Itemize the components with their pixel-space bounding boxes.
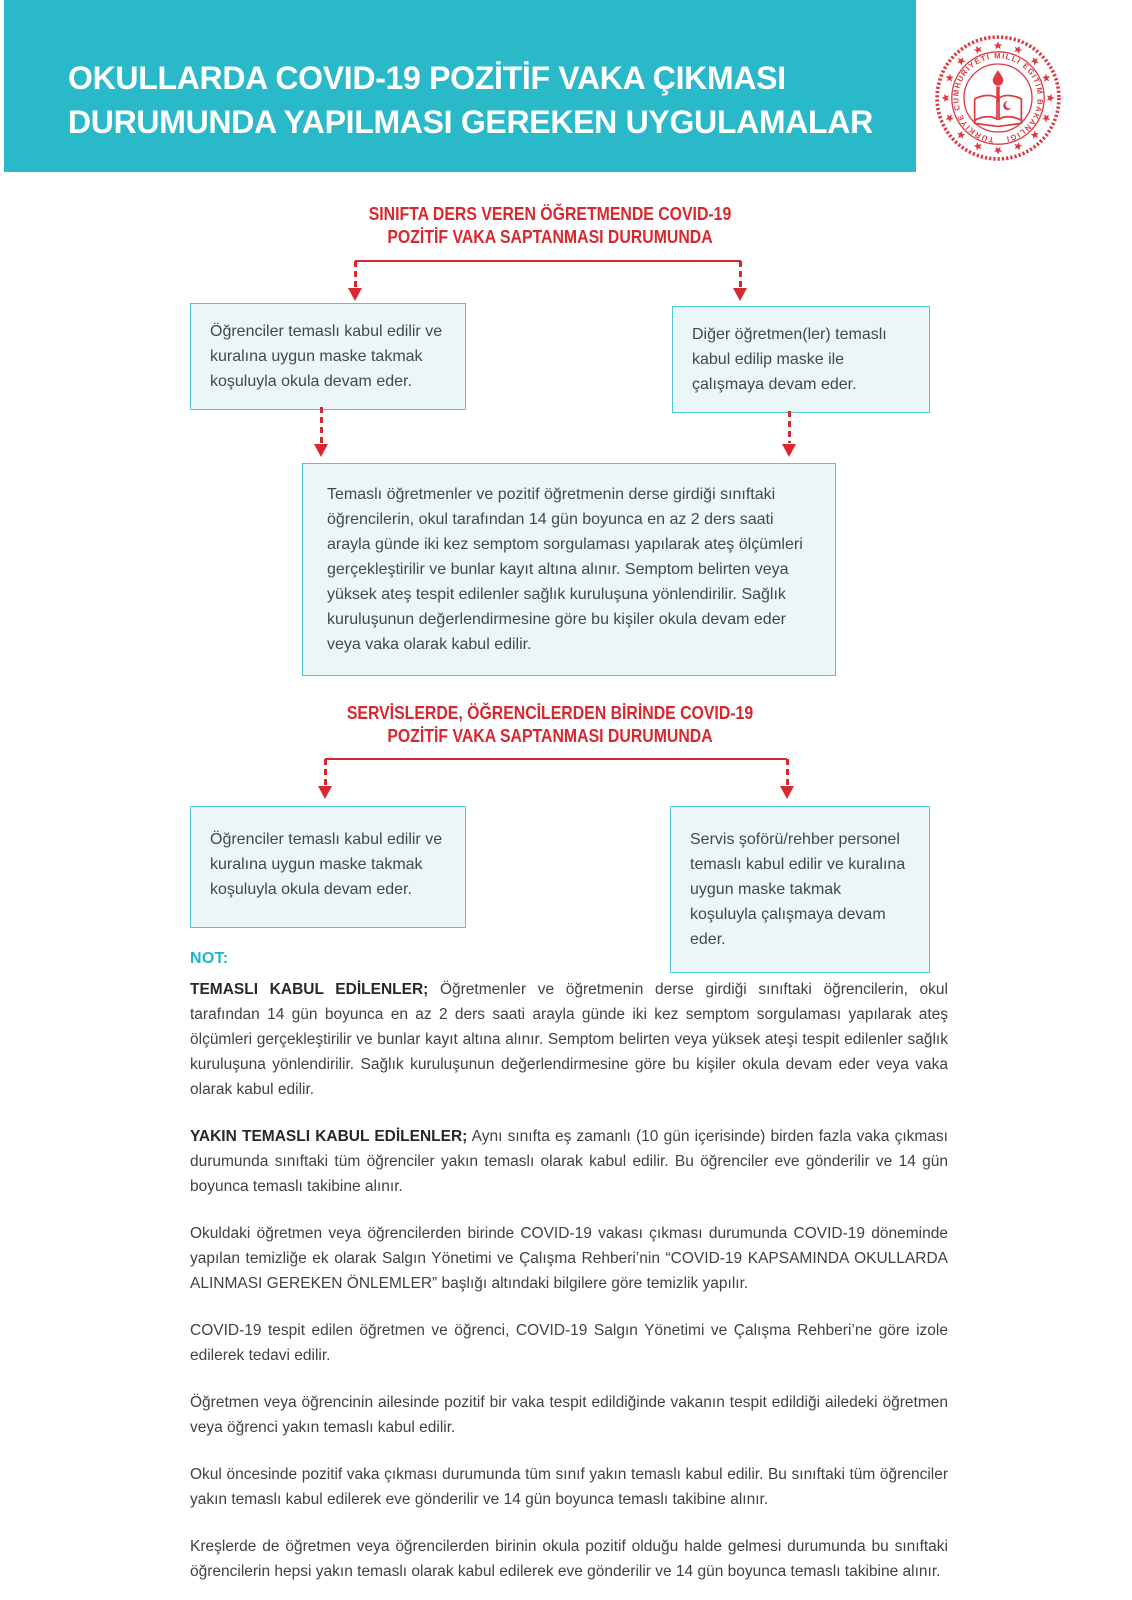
flow2-heading	[242, 702, 858, 748]
flow2-dashed-line-left	[324, 759, 327, 785]
flow2-heading-line1: SERVİSLERDE, ÖĞRENCİLERDEN BİRİNDE COVID-19	[346, 703, 754, 723]
note-paragraph	[190, 1462, 948, 1512]
note-paragraph-text: Aynı sınıfta eş zamanlı (10 gün içerisinde) birden fazla vaka çıkması durumunda sınıftaki tüm öğrenciler yakın temaslı olarak kabul edilir. Bu öğrenciler eve gönderilir ve 14 gün boyunca temaslı takibine alınır.	[190, 1128, 948, 1195]
seal-ring-text: TÜRKİYE CUMHURİYETİ MİLLİ EĞİTİM BAKANLIĞI	[951, 51, 1045, 145]
page-title	[68, 56, 873, 144]
flow1-heading	[242, 203, 858, 249]
notes-section	[190, 950, 948, 1600]
arrow-down-icon	[733, 288, 747, 301]
note-paragraph	[190, 1318, 948, 1368]
note-paragraph	[190, 977, 948, 1102]
seal-svg	[932, 32, 1064, 164]
flow2-bracket-line	[325, 758, 787, 760]
note-paragraph	[190, 1534, 948, 1584]
flow1-dashed-line-left	[354, 261, 357, 287]
arrow-down-icon	[780, 786, 794, 799]
header-banner	[4, 0, 916, 172]
flow1-dashed-line-right2	[788, 411, 791, 443]
flow2-heading-line2: POZİTİF VAKA SAPTANMASI DURUMUNDA	[387, 726, 713, 746]
flow1-dashed-line-left2	[320, 407, 323, 443]
note-paragraph-lead: TEMASLI KABUL EDİLENLER;	[190, 981, 429, 998]
notes-label: NOT:	[190, 950, 229, 967]
note-paragraph-text: Öğretmen veya öğrencinin ailesinde pozitif bir vaka tespit edildiğinde vakanın tespit edildiği ailedeki öğretmen veya öğrenci yakın temaslı kabul edilir.	[190, 1394, 948, 1436]
note-paragraph	[190, 1390, 948, 1440]
note-paragraph-text: COVID-19 tespit edilen öğretmen ve öğrenci, COVID-19 Salgın Yönetimi ve Çalışma Rehberi’ne göre izole edilerek tedavi edilir.	[190, 1322, 948, 1364]
arrow-down-icon	[314, 444, 328, 457]
note-paragraph-lead: YAKIN TEMASLI KABUL EDİLENLER;	[190, 1128, 468, 1145]
arrow-down-icon	[782, 444, 796, 457]
arrow-down-icon	[348, 288, 362, 301]
note-paragraph-text: Öğretmenler ve öğretmenin derse girdiği sınıftaki öğrencilerin, okul tarafından 14 gün boyunca en az 2 ders saati arayla günde iki kez semptom sorgulaması yapılarak ateş ölçümleri gerçekleştirilir ve bunlar kayıt altına alınır. Semptom belirten veya yüksek ateşi tespit edilenler sağlık kuruluşuna yönlendirilir. Sağlık kuruluşunun değerlendirmesine göre bu kişiler okula devam eder veya vaka olarak kabul edilir.	[190, 981, 948, 1098]
page-title-line1: OKULLARDA COVID-19 POZİTİF VAKA ÇIKMASI	[68, 60, 786, 96]
flow1-dashed-line-right	[739, 261, 742, 287]
page-title-line2: DURUMUNDA YAPILMASI GEREKEN UYGULAMALAR	[68, 104, 873, 140]
flow2-dashed-line-right	[786, 759, 789, 785]
flow1-box-result: Temaslı öğretmenler ve pozitif öğretmenin derse girdiği sınıftaki öğrencilerin, okul tarafından 14 gün boyunca en az 2 ders saati arayla günde iki kez semptom sorgulaması yapılarak ateş ölçümleri gerçekleştirilir ve bunlar kayıt altına alınır. Semptom belirten veya yüksek ateş tespit edilenler sağlık kuruluşuna yönlendirilir. Sağlık kuruluşunun değerlendirmesine göre bu kişiler okula devam eder veya vaka olarak kabul edilir.	[302, 463, 836, 676]
flow1-bracket-line	[355, 260, 741, 262]
arrow-down-icon	[318, 786, 332, 799]
note-paragraph	[190, 1221, 948, 1296]
flow2-box-driver: Servis şoförü/rehber personel temaslı kabul edilir ve kuralına uygun maske takmak koşuluyla çalışmaya devam eder.	[670, 806, 930, 973]
flow1-box-other-teachers: Diğer öğretmen(ler) temaslı kabul edilip maske ile çalışmaya devam eder.	[672, 306, 930, 413]
note-paragraph-text: Okul öncesinde pozitif vaka çıkması durumunda tüm sınıf yakın temaslı kabul edilir. Bu sınıftaki tüm öğrenciler yakın temaslı kabul edilerek eve gönderilir ve 14 gün boyunca temaslı takibine alınır.	[190, 1466, 948, 1508]
note-paragraph	[190, 1124, 948, 1199]
note-paragraph-text: Kreşlerde de öğretmen veya öğrencilerden birinin okula pozitif olduğu halde gelmesi durumunda bu sınıftaki öğrencilerin hepsi yakın temaslı olarak kabul edilerek eve gönderilir ve 14 gün boyunca temaslı takibine alınır.	[190, 1538, 948, 1580]
note-paragraph-text: Okuldaki öğretmen veya öğrencilerden birinde COVID-19 vakası çıkması durumunda COVID-19 döneminde yapılan temizliğe ek olarak Salgın Yönetimi ve Çalışma Rehberi’nin “COVID-19 KAPSAMINDA OKULLARDA ALINMASI GEREKEN ÖNLEMLER” başlığı altındaki bilgilere göre temizlik yapılır.	[190, 1225, 948, 1292]
flow2-box-students: Öğrenciler temaslı kabul edilir ve kuralına uygun maske takmak koşuluyla okula devam eder.	[190, 806, 466, 928]
flow1-heading-line1: SINIFTA DERS VEREN ÖĞRETMENDE COVID-19	[368, 204, 732, 224]
flow1-heading-line2: POZİTİF VAKA SAPTANMASI DURUMUNDA	[387, 227, 713, 247]
flow1-box-students: Öğrenciler temaslı kabul edilir ve kuralına uygun maske takmak koşuluyla okula devam eder.	[190, 303, 466, 410]
ministry-seal-logo	[932, 32, 1064, 164]
